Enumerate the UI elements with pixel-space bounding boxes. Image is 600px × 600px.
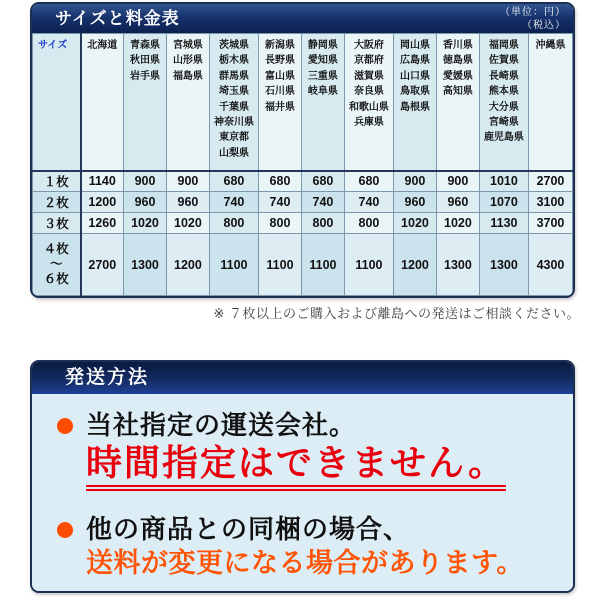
cell-text-line: 岩手県 bbox=[129, 70, 160, 82]
cell-text-line: 兵庫県 bbox=[353, 117, 384, 129]
cell-text-line: 沖縄県 bbox=[535, 40, 566, 51]
cell-text-line: 山梨県 bbox=[218, 147, 249, 159]
cell-text-line: 群馬県 bbox=[218, 70, 249, 82]
prefecture-column-header bbox=[301, 34, 344, 171]
cell-text-line: 富山県 bbox=[264, 70, 295, 82]
cell-text-line: 熊本県 bbox=[488, 86, 519, 98]
cell-text-line: 愛媛県 bbox=[442, 70, 473, 82]
cell-text-line: 大阪府 bbox=[353, 40, 384, 51]
price-cell: 800 bbox=[344, 213, 393, 234]
price-row bbox=[33, 171, 573, 192]
bullet-dot-icon bbox=[57, 418, 73, 434]
cell-text-line: 秋田県 bbox=[129, 55, 160, 67]
price-cell: 900 bbox=[124, 171, 167, 192]
price-table-header-bar bbox=[32, 4, 573, 33]
cell-text-line: 〜 bbox=[50, 257, 63, 271]
shipping-notice-line2-orange: 送料が変更になる場合があります。 bbox=[86, 548, 524, 578]
price-cell: 960 bbox=[166, 192, 209, 213]
price-table-body bbox=[33, 34, 573, 296]
prefecture-column-header bbox=[479, 34, 528, 171]
shipping-notice-line1: 他の商品との同梱の場合、 bbox=[86, 514, 411, 544]
quantity-row-label bbox=[33, 234, 81, 296]
price-cell: 900 bbox=[393, 171, 436, 192]
unit-note-tax: （税込） bbox=[522, 20, 566, 31]
cell-text-line: 静岡県 bbox=[307, 40, 338, 51]
prefecture-column-header bbox=[393, 34, 436, 171]
prefecture-column-header bbox=[166, 34, 209, 171]
price-cell: 800 bbox=[209, 213, 258, 234]
price-cell: 740 bbox=[209, 192, 258, 213]
quantity-row-label bbox=[33, 192, 81, 213]
shipping-method-panel bbox=[30, 360, 575, 593]
size-corner-label: サイズ bbox=[33, 34, 81, 171]
cell-text-line: 鳥取県 bbox=[399, 86, 430, 98]
cell-text-line: 神奈川県 bbox=[213, 117, 254, 129]
prefecture-column-header bbox=[259, 34, 302, 171]
prefecture-column-header bbox=[436, 34, 479, 171]
cell-text-line: 栃木県 bbox=[218, 55, 249, 67]
shipping-notice-text bbox=[86, 513, 524, 581]
price-cell: 740 bbox=[259, 192, 302, 213]
cell-text-line: 北海道 bbox=[87, 40, 118, 51]
price-cell: 680 bbox=[259, 171, 302, 192]
prefecture-column-header bbox=[81, 34, 124, 171]
cell-text-line: 石川県 bbox=[264, 86, 295, 98]
prefecture-column-header bbox=[209, 34, 258, 171]
price-cell: 1300 bbox=[436, 234, 479, 296]
cell-text-line: 青森県 bbox=[129, 40, 160, 51]
shipping-method-title: 発送方法 bbox=[65, 367, 150, 388]
price-cell: 1300 bbox=[479, 234, 528, 296]
cell-text-line: ６枚 bbox=[43, 272, 69, 286]
price-cell: 1100 bbox=[209, 234, 258, 296]
cell-text-line: 奈良県 bbox=[353, 86, 384, 98]
price-cell: 1300 bbox=[124, 234, 167, 296]
price-row bbox=[33, 192, 573, 213]
price-table-title: サイズと料金表 bbox=[55, 9, 180, 28]
price-cell: 900 bbox=[166, 171, 209, 192]
cell-text-line: 佐賀県 bbox=[488, 55, 519, 67]
price-cell: 1010 bbox=[479, 171, 528, 192]
shipping-notice-item bbox=[57, 409, 563, 491]
cell-text-line: ３枚 bbox=[43, 217, 69, 231]
shipping-method-header-bar bbox=[32, 362, 573, 394]
shipping-price-table bbox=[32, 33, 573, 296]
prefecture-header-row bbox=[33, 34, 573, 171]
price-cell: 1100 bbox=[259, 234, 302, 296]
prefecture-column-header bbox=[124, 34, 167, 171]
cell-text-line: 岡山県 bbox=[399, 40, 430, 51]
price-cell: 2700 bbox=[528, 171, 572, 192]
unit-notes bbox=[500, 6, 566, 32]
price-cell: 960 bbox=[436, 192, 479, 213]
cell-text-line: 鹿児島県 bbox=[483, 132, 524, 144]
cell-text-line: ２枚 bbox=[43, 196, 69, 210]
table-footnote: ※ ７枚以上のご購入および離島への発送はご相談ください。 bbox=[213, 306, 580, 321]
shipping-notice-item bbox=[57, 513, 563, 581]
price-cell: 1020 bbox=[166, 213, 209, 234]
price-cell: 1200 bbox=[81, 192, 124, 213]
price-cell: 960 bbox=[393, 192, 436, 213]
cell-text-line: 滋賀県 bbox=[353, 70, 384, 82]
shipping-notice-line1: 当社指定の運送会社。 bbox=[86, 410, 357, 440]
price-cell: 740 bbox=[301, 192, 344, 213]
price-cell: 1260 bbox=[81, 213, 124, 234]
cell-text-line: 愛知県 bbox=[307, 55, 338, 67]
bullet-dot-icon bbox=[57, 522, 73, 538]
cell-text-line: 広島県 bbox=[399, 55, 430, 67]
cell-text-line: 福岡県 bbox=[488, 40, 519, 51]
cell-text-line: １枚 bbox=[43, 175, 69, 190]
quantity-row-label bbox=[33, 213, 81, 234]
cell-text-line: 長崎県 bbox=[488, 70, 519, 82]
cell-text-line: 山形県 bbox=[172, 55, 203, 67]
shipping-notice-line2-red-underline: 時間指定はできません。 bbox=[86, 442, 506, 491]
price-cell: 800 bbox=[301, 213, 344, 234]
price-cell: 1020 bbox=[436, 213, 479, 234]
cell-text-line: 京都府 bbox=[353, 55, 384, 67]
cell-text-line: 福井県 bbox=[264, 101, 295, 113]
cell-text-line: 宮崎県 bbox=[488, 117, 519, 129]
price-cell: 3100 bbox=[528, 192, 572, 213]
price-cell: 2700 bbox=[81, 234, 124, 296]
cell-text-line: 岐阜県 bbox=[307, 86, 338, 98]
cell-text-line: 福島県 bbox=[172, 70, 203, 82]
price-cell: 680 bbox=[301, 171, 344, 192]
cell-text-line: 長野県 bbox=[264, 55, 295, 67]
shipping-method-body bbox=[32, 394, 573, 591]
price-cell: 1020 bbox=[393, 213, 436, 234]
price-cell: 1100 bbox=[344, 234, 393, 296]
price-cell: 960 bbox=[124, 192, 167, 213]
price-row bbox=[33, 213, 573, 234]
price-table-panel bbox=[30, 2, 575, 298]
cell-text-line: 徳島県 bbox=[442, 55, 473, 67]
price-cell: 1200 bbox=[166, 234, 209, 296]
unit-note-yen: （単位：円） bbox=[500, 7, 566, 18]
cell-text-line: 宮城県 bbox=[172, 40, 203, 51]
cell-text-line: 三重県 bbox=[307, 70, 338, 82]
cell-text-line: 島根県 bbox=[399, 101, 430, 113]
prefecture-column-header bbox=[528, 34, 572, 171]
price-cell: 1070 bbox=[479, 192, 528, 213]
cell-text-line: 東京都 bbox=[218, 132, 249, 144]
price-cell: 680 bbox=[344, 171, 393, 192]
cell-text-line: 大分県 bbox=[488, 101, 519, 113]
price-row bbox=[33, 234, 573, 296]
cell-text-line: 香川県 bbox=[442, 40, 473, 51]
price-cell: 1140 bbox=[81, 171, 124, 192]
price-cell: 680 bbox=[209, 171, 258, 192]
price-cell: 740 bbox=[344, 192, 393, 213]
price-cell: 1130 bbox=[479, 213, 528, 234]
price-cell: 1100 bbox=[301, 234, 344, 296]
price-cell: 4300 bbox=[528, 234, 572, 296]
price-cell: 3700 bbox=[528, 213, 572, 234]
cell-text-line: 和歌山県 bbox=[348, 101, 389, 113]
cell-text-line: 山口県 bbox=[399, 70, 430, 82]
cell-text-line: ４枚 bbox=[43, 242, 69, 256]
price-cell: 900 bbox=[436, 171, 479, 192]
shipping-notice-text bbox=[86, 409, 506, 491]
cell-text-line: 埼玉県 bbox=[218, 86, 249, 98]
quantity-row-label bbox=[33, 171, 81, 192]
cell-text-line: 千葉県 bbox=[218, 101, 249, 113]
prefecture-column-header bbox=[344, 34, 393, 171]
cell-text-line: 新潟県 bbox=[264, 40, 295, 51]
price-cell: 800 bbox=[259, 213, 302, 234]
cell-text-line: 高知県 bbox=[442, 86, 473, 98]
cell-text-line: 茨城県 bbox=[218, 40, 249, 51]
price-cell: 1020 bbox=[124, 213, 167, 234]
price-cell: 1200 bbox=[393, 234, 436, 296]
